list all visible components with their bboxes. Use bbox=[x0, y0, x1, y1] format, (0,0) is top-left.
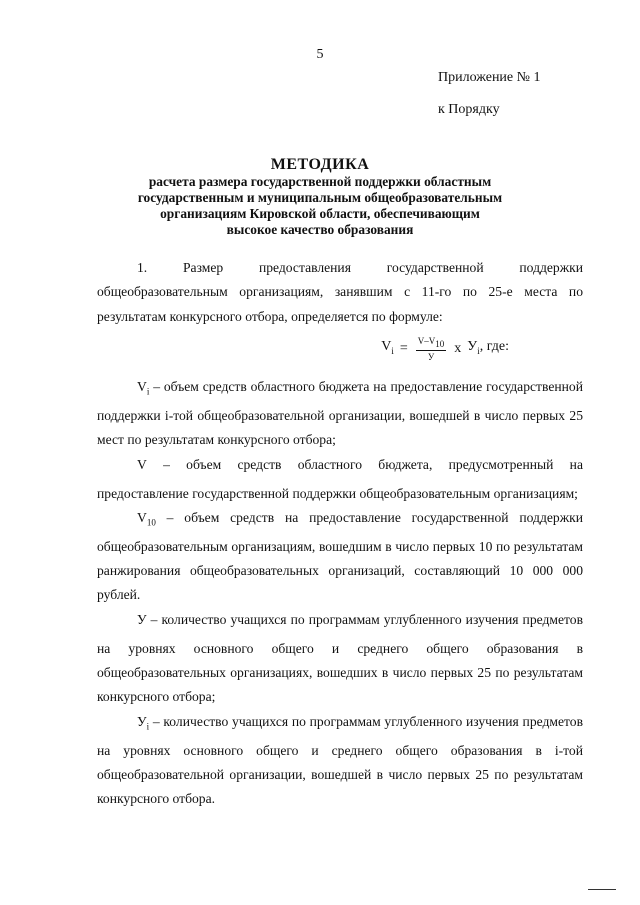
paragraph-intro: 1. Размер предоставления государственной поддержки общеобразовательным организациям, занявшим с 11-го по 25-е места по результатам конкурсного отбора, определяется по формуле: bbox=[97, 260, 583, 324]
title-line-4: высокое качество образования bbox=[226, 222, 414, 237]
fraction-denominator: У bbox=[427, 351, 435, 362]
formula-line bbox=[97, 329, 583, 375]
definition-v: V – объем средств областного бюджета, предусмотренный на предоставление государственной поддержки общеобразовательным организациям; bbox=[97, 456, 583, 501]
footer-rule bbox=[588, 889, 616, 890]
formula-lhs: $V_i$ bbox=[381, 338, 394, 356]
annex-label: Приложение № 1 bbox=[438, 70, 541, 85]
title-line-3: организациям Кировской области, обеспечивающим bbox=[160, 206, 480, 221]
definition-vi: $V_i$ – объем средств областного бюджета на предоставление государственной поддержки i-той общеобразовательной организации, вошедшей в число первых 25 мест по результатам конкурсного отбора; bbox=[97, 378, 583, 448]
annex-reference: к Порядку bbox=[438, 102, 500, 117]
document-body bbox=[97, 256, 583, 812]
definition-yi: $У_i$ – количество учащихся по программам углубленного изучения предметов на уровнях основного общего и среднего общего образования в i-той общеобразовательной организации, вошедшей в число первых 25 по результатам конкурсного отбора. bbox=[97, 713, 583, 807]
title-line-1: расчета размера государственной поддержки областным bbox=[148, 174, 492, 189]
document-title bbox=[120, 156, 520, 238]
definition-y: У – количество учащихся по программам углубленного изучения предметов на уровнях основного общего и среднего общего образования в общеобразовательных организациях, вошедших в число первых 25 по результатам конкурсного отбора; bbox=[97, 611, 583, 705]
formula-equals: = bbox=[399, 340, 408, 356]
formula-fraction bbox=[416, 336, 447, 362]
fraction-numerator: $V-V_{10}$ bbox=[417, 336, 445, 349]
definition-v10: $V_{10}$ – объем средств на предоставление государственной поддержки общеобразовательным организациям, вошедшим в число первых 10 по результатам ранжирования общеобразовательных организаций, составляющий 10 000 000 рублей. bbox=[97, 509, 583, 603]
page-number: 5 bbox=[316, 47, 324, 62]
formula-times: х bbox=[454, 340, 462, 356]
formula-rhs: $У_i$, где: bbox=[467, 338, 509, 356]
title-line-2: государственным и муниципальным общеобразовательным bbox=[137, 190, 503, 205]
formula bbox=[381, 335, 509, 363]
title-main: МЕТОДИКА bbox=[270, 156, 370, 173]
